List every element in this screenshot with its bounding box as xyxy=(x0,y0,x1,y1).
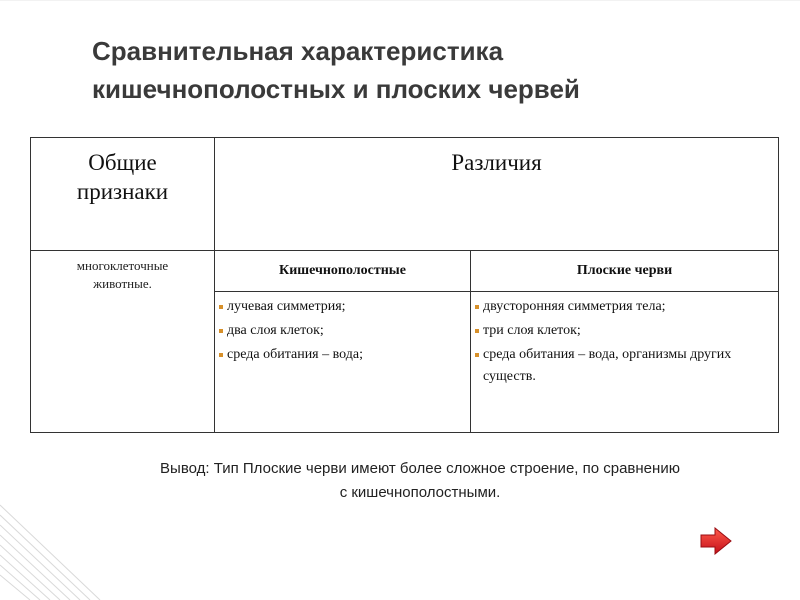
list-item: три слоя клеток; xyxy=(475,320,774,342)
table-header-row xyxy=(31,138,779,251)
shared-trait-line-2: животные. xyxy=(93,276,152,291)
header-general-line-2: признаки xyxy=(76,179,169,204)
list-item: среда обитания – вода, организмы других существ. xyxy=(475,344,774,388)
list-item: двусторонняя симметрия тела; xyxy=(475,296,774,318)
header-general-line-1: Общие xyxy=(88,150,157,175)
conclusion-line-2: с кишечнополостными. xyxy=(339,484,501,501)
slide-title-line-1: Сравнительная характеристика xyxy=(92,36,504,66)
coelenterates-features xyxy=(215,292,471,433)
list-item: два слоя клеток; xyxy=(219,320,466,342)
shared-traits-cell xyxy=(31,251,215,433)
comparison-table xyxy=(30,137,779,433)
shared-trait-line-1: многоклеточные xyxy=(76,258,169,273)
list-item: лучевая симметрия; xyxy=(219,296,466,318)
flatworms-features xyxy=(471,292,779,433)
column-header-flatworms: Плоские черви xyxy=(471,251,779,292)
column-header-coelenterates: Кишечнополостные xyxy=(215,251,471,292)
list-item: среда обитания – вода; xyxy=(219,344,466,366)
header-differences: Различия xyxy=(215,138,779,251)
slide-title xyxy=(92,32,782,108)
header-general-traits xyxy=(31,138,215,251)
arrow-right-icon[interactable] xyxy=(700,527,732,555)
coelenterates-feature-list xyxy=(219,296,466,366)
flatworms-feature-list xyxy=(475,296,774,388)
conclusion-line-1: Вывод: Тип Плоские черви имеют более сложное строение, по сравнению xyxy=(160,460,680,477)
table-subheader-row xyxy=(31,251,779,292)
slide-title-line-2: кишечнополостных и плоских червей xyxy=(92,74,580,104)
conclusion-text xyxy=(60,457,780,505)
